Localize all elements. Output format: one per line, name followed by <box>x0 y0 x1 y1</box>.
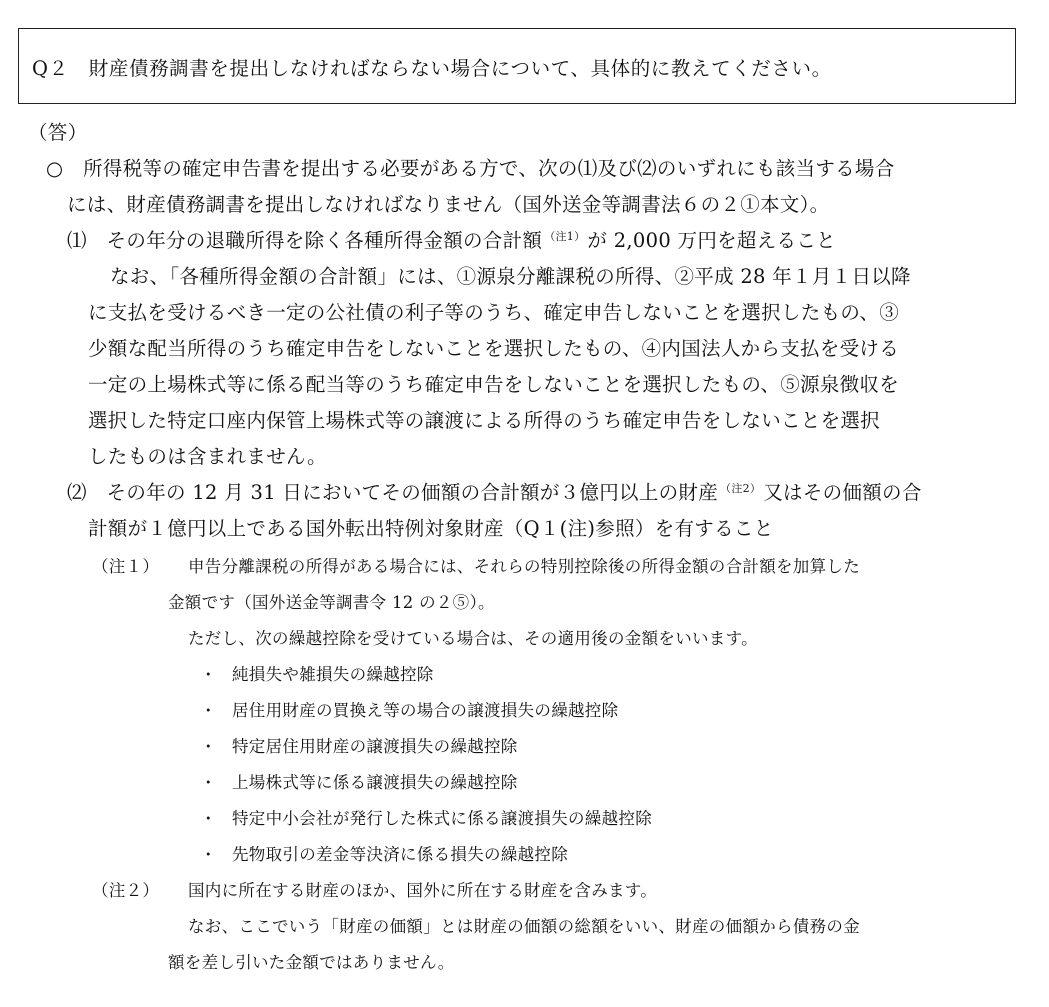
bullet-dot: ・ <box>200 701 217 720</box>
intro-line-1: ○ 所得税等の確定申告書を提出する必要がある方で、次の⑴及び⑵のいずれにも該当する場合 <box>46 157 895 180</box>
condition-1-heading-text: ⑴ その年分の退職所得を除く各種所得金額の合計額 <box>67 229 543 252</box>
condition-1-heading <box>67 225 836 253</box>
note-2-line-2: なお、ここでいう「財産の価額」とは財産の価額の総額をいい、財産の価額から債務の金 <box>188 917 860 936</box>
condition-1-body-line: 少額な配当所得のうち確定申告をしないことを選択したもの、④内国法人から支払を受ける <box>88 337 900 360</box>
bullet-dot: ・ <box>200 665 217 684</box>
condition-1-body-line: に支払を受けるべき一定の公社債の利子等のうち、確定申告しないことを選択したもの、③ <box>88 301 900 324</box>
bullet-dot: ・ <box>200 845 217 864</box>
list-item: 上場株式等に係る譲渡損失の繰越控除 <box>232 773 518 792</box>
intro-line-2: には、財産債務調書を提出しなければなりません（国外送金等調書法６の２①本文）。 <box>67 193 830 216</box>
question-heading: Q２ 財産債務調書を提出しなければならない場合について、具体的に教えてください。 <box>32 57 832 80</box>
condition-1-body-line: なお、「各種所得金額の合計額」には、①源泉分離課税の所得、②平成 28 年１月１日以降 <box>110 265 911 288</box>
condition-2-text: ⑵ その年の 12 月 31 日においてその価額の合計額が３億円以上の財産 <box>67 481 719 504</box>
list-item: 先物取引の差金等決済に係る損失の繰越控除 <box>232 845 568 864</box>
bullet-dot: ・ <box>200 809 217 828</box>
condition-1-body-line: 一定の上場株式等に係る配当等のうち確定申告をしないことを選択したもの、⑤源泉徴収を <box>88 373 900 396</box>
list-item: 居住用財産の買換え等の場合の譲渡損失の繰越控除 <box>232 701 619 720</box>
note-1-label: （注１） <box>92 557 160 576</box>
bullet-dot: ・ <box>200 737 217 756</box>
list-item: 特定居住用財産の譲渡損失の繰越控除 <box>232 737 518 756</box>
condition-1-body-line: 選択した特定口座内保管上場株式等の譲渡による所得のうち確定申告をしないことを選択 <box>88 409 881 432</box>
note-2-line-1: 国内に所在する財産のほか、国外に所在する財産を含みます。 <box>188 881 658 900</box>
condition-1-heading-tail: が 2,000 万円を超えること <box>587 229 836 252</box>
list-item: 特定中小会社が発行した株式に係る譲渡損失の繰越控除 <box>232 809 652 828</box>
bullet-dot: ・ <box>200 773 217 792</box>
condition-1-body-line: したものは含まれません。 <box>88 445 327 468</box>
question-box <box>18 28 1016 104</box>
note-1-line-2: 金額です（国外送金等調書令 12 の２⑤）。 <box>168 593 495 612</box>
note-2-line-3: 額を差し引いた金額ではありません。 <box>168 953 455 972</box>
list-item: 純損失や雑損失の繰越控除 <box>232 665 434 684</box>
answer-label: （答） <box>28 121 88 144</box>
note-1-line-3: ただし、次の繰越控除を受けている場合は、その適用後の金額をいいます。 <box>188 629 758 648</box>
condition-2-tail: 又はその価額の合 <box>763 481 922 504</box>
note-2-reference-mark: （注2） <box>720 482 762 495</box>
note-1-reference-mark: （注1） <box>544 230 586 243</box>
condition-2-line-1 <box>67 477 922 505</box>
condition-2-line-2: 計額が１億円以上である国外転出特例対象財産（Q１(注)参照）を有すること <box>88 517 774 540</box>
note-2-label: （注２） <box>92 881 160 900</box>
note-1-line-1: 申告分離課税の所得がある場合には、それらの特別控除後の所得金額の合計額を加算した <box>188 557 860 576</box>
